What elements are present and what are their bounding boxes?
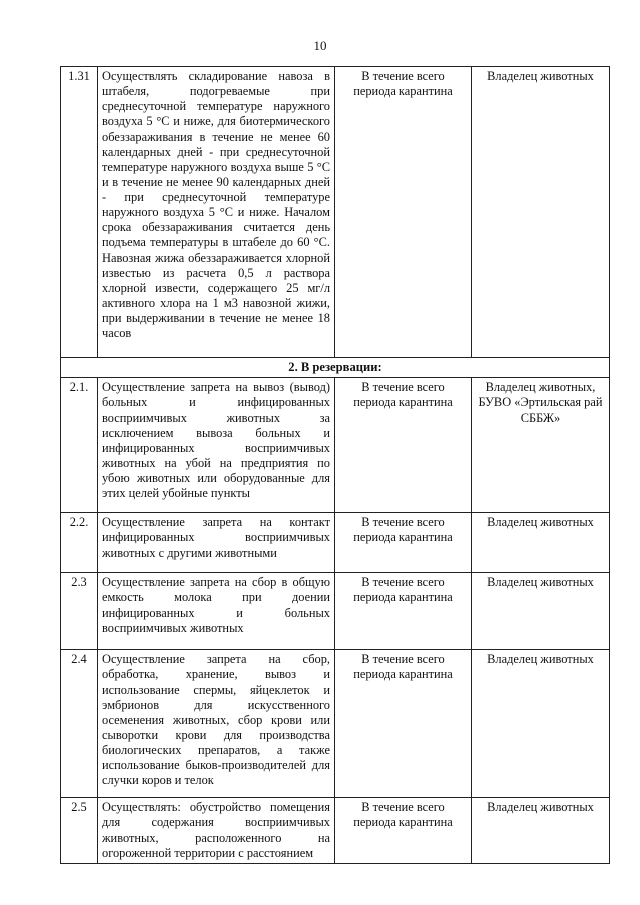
table-row	[61, 67, 610, 358]
row-number: 2.3	[61, 573, 98, 650]
section-title: 2. В резервации:	[61, 358, 610, 378]
measure-description: Осуществление запрета на вывоз (вывод) больных и инфицированных восприимчивых животных за исключением вывоза больных и инфицированных восприимчивых животных на убой на предприятия по убою животных или оборудованные для этих целей убойные пункты	[98, 378, 335, 513]
measure-responsible: Владелец животных, БУВО «Эртильская рай СББЖ»	[472, 378, 610, 513]
measure-term: В течение всего периода карантина	[335, 378, 472, 513]
measure-responsible: Владелец животных	[472, 573, 610, 650]
measure-description: Осуществление запрета на сбор, обработка, хранение, вывоз и использование спермы, яйцеклеток и эмбрионов для искусственного осеменения животных, сбор крови или сыворотки крови для производства биологических препаратов, а также использование быков-производителей для случки коров и телок	[98, 650, 335, 798]
table-row	[61, 573, 610, 650]
measure-term: В течение всего периода карантина	[335, 798, 472, 864]
section-header-row	[61, 358, 610, 378]
table-row	[61, 798, 610, 864]
measure-description: Осуществлять: обустройство помещения для содержания восприимчивых животных, расположенного на огороженной территории с расстоянием	[98, 798, 335, 864]
table-row	[61, 513, 610, 573]
measure-term: В течение всего периода карантина	[335, 513, 472, 573]
table-row	[61, 650, 610, 798]
row-number: 2.5	[61, 798, 98, 864]
row-number: 2.4	[61, 650, 98, 798]
measure-term: В течение всего периода карантина	[335, 573, 472, 650]
measure-description: Осуществление запрета на сбор в общую емкость молока при доении инфицированных и больных восприимчивых животных	[98, 573, 335, 650]
measure-responsible: Владелец животных	[472, 67, 610, 358]
page-number: 10	[313, 38, 327, 53]
row-number: 2.2.	[61, 513, 98, 573]
table-row	[61, 378, 610, 513]
measure-responsible: Владелец животных	[472, 798, 610, 864]
measures-table	[60, 66, 610, 864]
measure-term: В течение всего периода карантина	[335, 650, 472, 798]
measure-term: В течение всего периода карантина	[335, 67, 472, 358]
measure-description: Осуществление запрета на контакт инфицированных восприимчивых животных с другими животными	[98, 513, 335, 573]
row-number: 1.31	[61, 67, 98, 358]
measure-responsible: Владелец животных	[472, 513, 610, 573]
row-number: 2.1.	[61, 378, 98, 513]
measure-responsible: Владелец животных	[472, 650, 610, 798]
measure-description: Осуществлять складирование навоза в штабеля, подогреваемые при среднесуточной температуре наружного воздуха 5 °С и ниже, для биотермического обеззараживания в течение не менее 60 календарных дней - при среднесуточной температуре наружного воздуха выше 5 °С и в течение не менее 90 календарных дней - при среднесуточной температуре наружного воздуха 5 °С и ниже. Началом срока обеззараживания считается день подъема температуры в штабеле до 60 °С. Навозная жижа обеззараживается хлорной известью из расчета 0,5 л раствора хлорной извести, содержащего 25 мг/л активного хлора на 1 м3 навозной жижи, при выдерживании в течение не менее 18 часов	[98, 67, 335, 358]
